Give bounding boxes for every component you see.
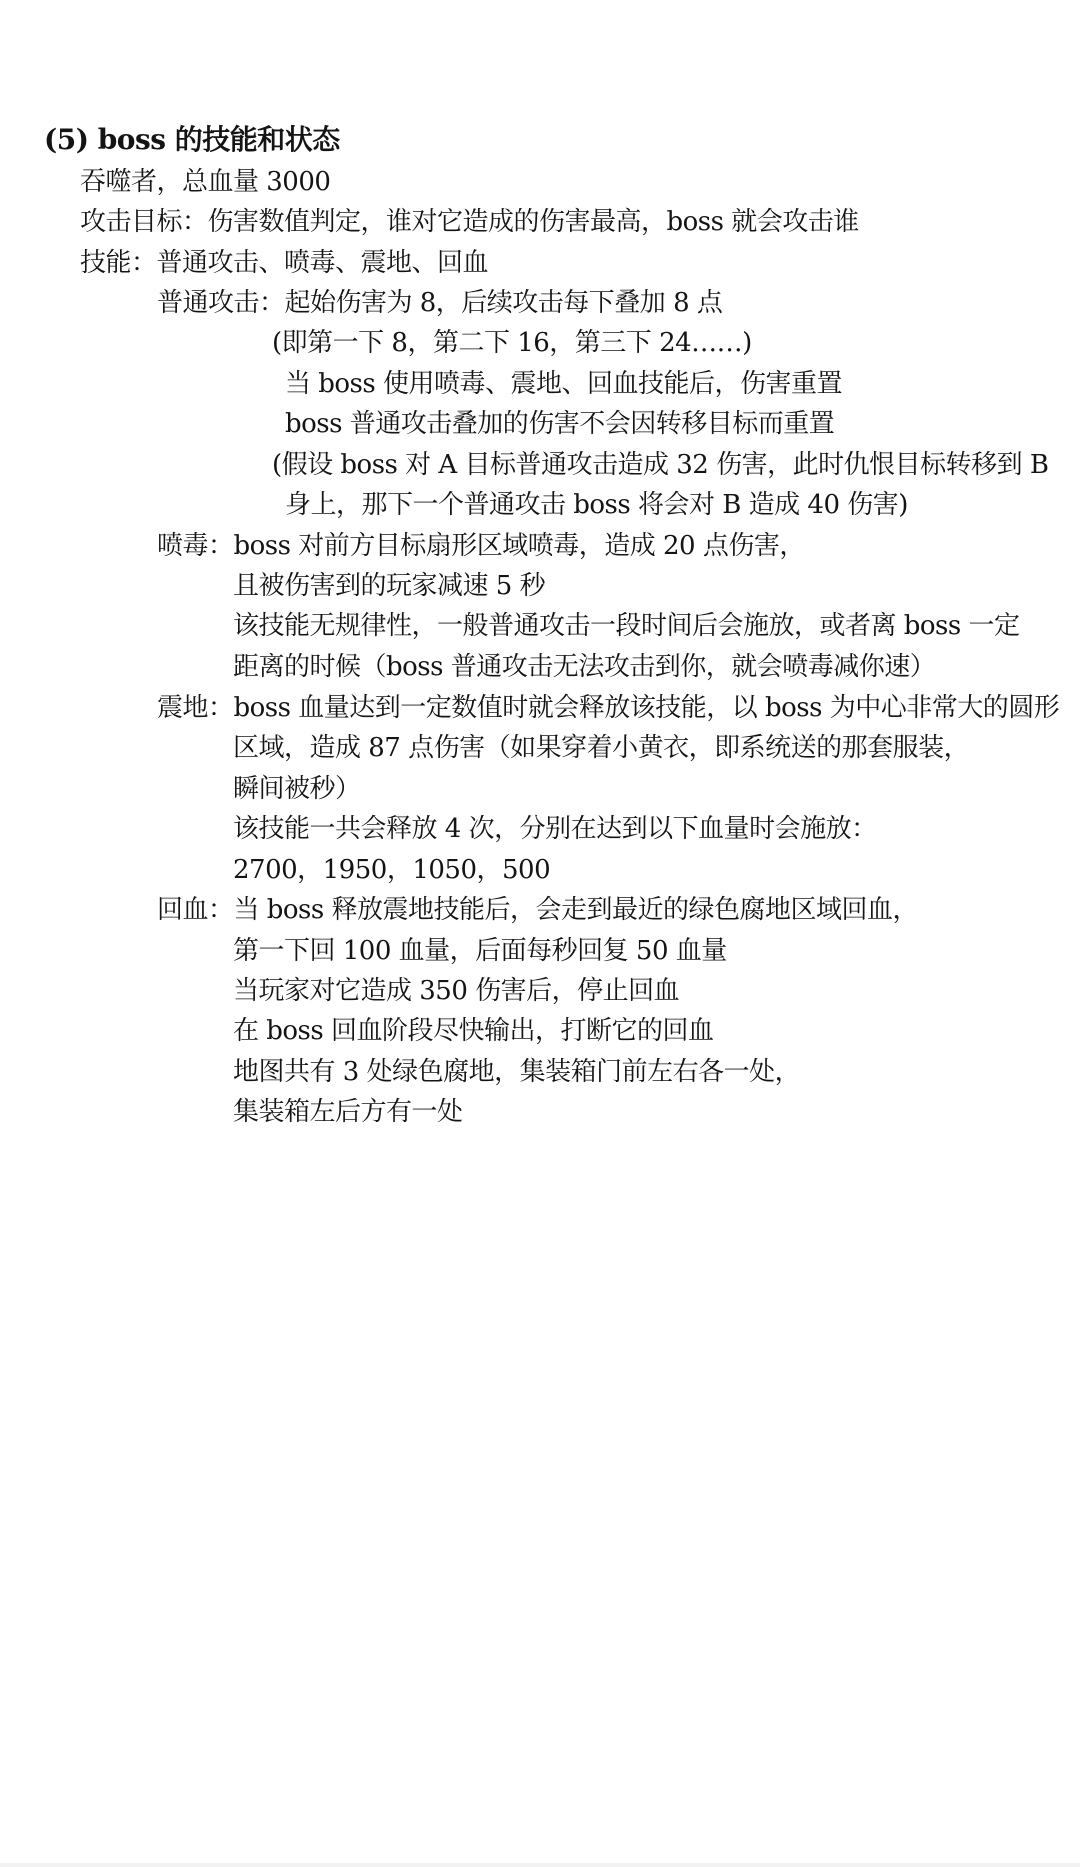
heal-line-2: 第一下回 100 血量，后面每秒回复 50 血量 — [233, 936, 727, 966]
poison-line-1: 喷毒：boss 对前方目标扇形区域喷毒，造成 20 点伤害， — [157, 531, 805, 561]
heal-line-6: 集装箱左后方有一处 — [233, 1097, 463, 1127]
quake-line-3: 瞬间被秒） — [233, 774, 361, 804]
normal-attack-line-6: 身上，那下一个普通攻击 boss 将会对 B 造成 40 伤害) — [285, 490, 908, 520]
boss-name-line: 吞噬者，总血量 3000 — [80, 167, 331, 197]
skills-list-line: 技能：普通攻击、喷毒、震地、回血 — [80, 248, 489, 278]
quake-line-1: 震地：boss 血量达到一定数值时就会释放该技能，以 boss 为中心非常大的圆形 — [157, 693, 1060, 723]
heal-line-1: 回血：当 boss 释放震地技能后，会走到最近的绿色腐地区域回血， — [157, 895, 919, 925]
heal-line-3: 当玩家对它造成 350 伤害后，停止回血 — [233, 976, 680, 1006]
attack-target-line: 攻击目标：伤害数值判定，谁对它造成的伤害最高，boss 就会攻击谁 — [80, 207, 859, 237]
normal-attack-line-4: boss 普通攻击叠加的伤害不会因转移目标而重置 — [285, 409, 835, 439]
page-bottom-edge — [0, 1863, 1080, 1867]
poison-line-4: 距离的时候（boss 普通攻击无法攻击到你，就会喷毒减你速） — [233, 652, 936, 682]
quake-hp-thresholds: 2700，1950，1050，500 — [233, 855, 551, 885]
poison-line-2: 且被伤害到的玩家减速 5 秒 — [233, 571, 546, 601]
quake-line-4: 该技能一共会释放 4 次，分别在达到以下血量时会施放： — [233, 814, 877, 844]
section-heading: (5) boss 的技能和状态 — [44, 123, 340, 156]
heal-line-4: 在 boss 回血阶段尽快输出，打断它的回血 — [233, 1016, 714, 1046]
heal-line-5: 地图共有 3 处绿色腐地，集装箱门前左右各一处， — [233, 1057, 801, 1087]
normal-attack-line-1: 普通攻击：起始伤害为 8，后续攻击每下叠加 8 点 — [157, 288, 723, 318]
poison-line-3: 该技能无规律性，一般普通攻击一段时间后会施放，或者离 boss 一定 — [233, 611, 1020, 641]
normal-attack-line-5: (假设 boss 对 A 目标普通攻击造成 32 伤害，此时仇恨目标转移到 B — [272, 450, 1049, 480]
quake-line-2: 区域，造成 87 点伤害（如果穿着小黄衣，即系统送的那套服装， — [233, 733, 970, 763]
normal-attack-line-3: 当 boss 使用喷毒、震地、回血技能后，伤害重置 — [285, 369, 843, 399]
normal-attack-line-2: (即第一下 8，第二下 16，第三下 24……) — [272, 328, 752, 358]
